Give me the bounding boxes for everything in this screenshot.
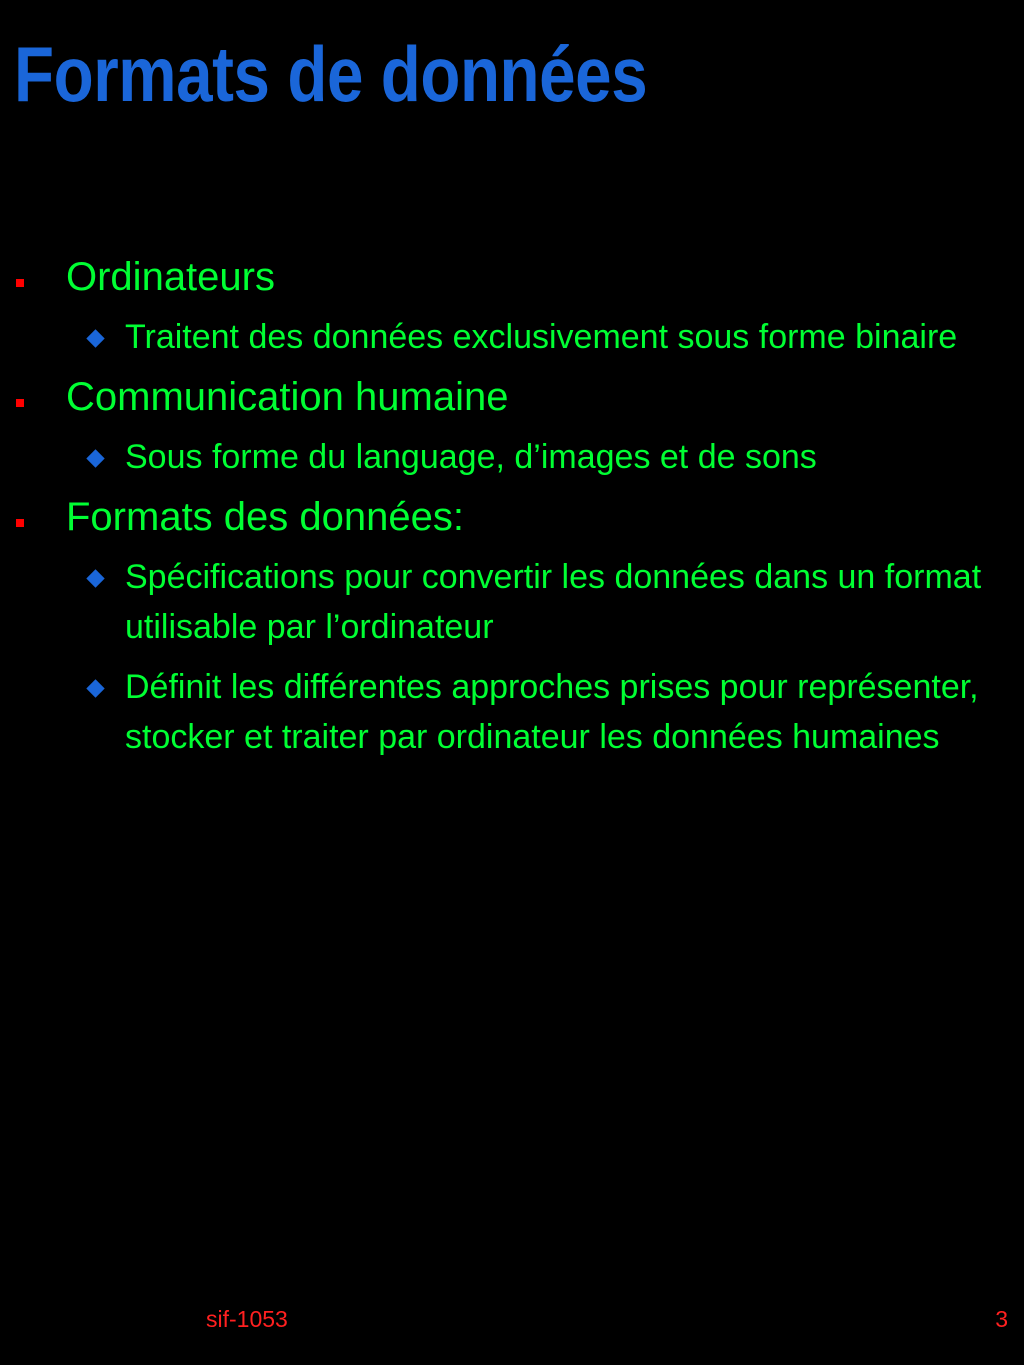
bullet-item [0, 252, 1024, 302]
footer-course-code: sif-1053 [206, 1306, 288, 1332]
sub-bullet-text: Traitent des données exclusivement sous forme binaire [125, 318, 958, 356]
bullet-item [0, 372, 1024, 422]
sub-bullet-item [0, 552, 1024, 652]
sub-bullet-text: Spécifications pour convertir les données dans un format utilisable par l’ordinateur [125, 558, 982, 646]
sub-bullet-text: Sous forme du language, d’images et de sons [125, 438, 817, 476]
bullet-text: Communication humaine [66, 375, 509, 419]
footer-page-number: 3 [995, 1306, 1008, 1332]
sub-bullet-item [0, 432, 1024, 482]
bullet-text: Ordinateurs [66, 255, 275, 299]
diamond-bullet-icon [86, 679, 104, 697]
square-bullet-icon [16, 399, 24, 407]
diamond-bullet-icon [86, 569, 104, 587]
sub-bullet-text: Définit les différentes approches prises pour représenter, stocker et traiter par ordinateur les données humaines [125, 668, 979, 756]
sub-bullet-item [0, 662, 1024, 762]
bullet-item [0, 492, 1024, 542]
slide-title: Formats de données [14, 30, 648, 118]
bullet-text: Formats des données: [66, 495, 464, 539]
diamond-bullet-icon [86, 329, 104, 347]
square-bullet-icon [16, 279, 24, 287]
square-bullet-icon [16, 519, 24, 527]
slide-content [0, 252, 1024, 772]
diamond-bullet-icon [86, 449, 104, 467]
sub-bullet-item [0, 312, 1024, 362]
